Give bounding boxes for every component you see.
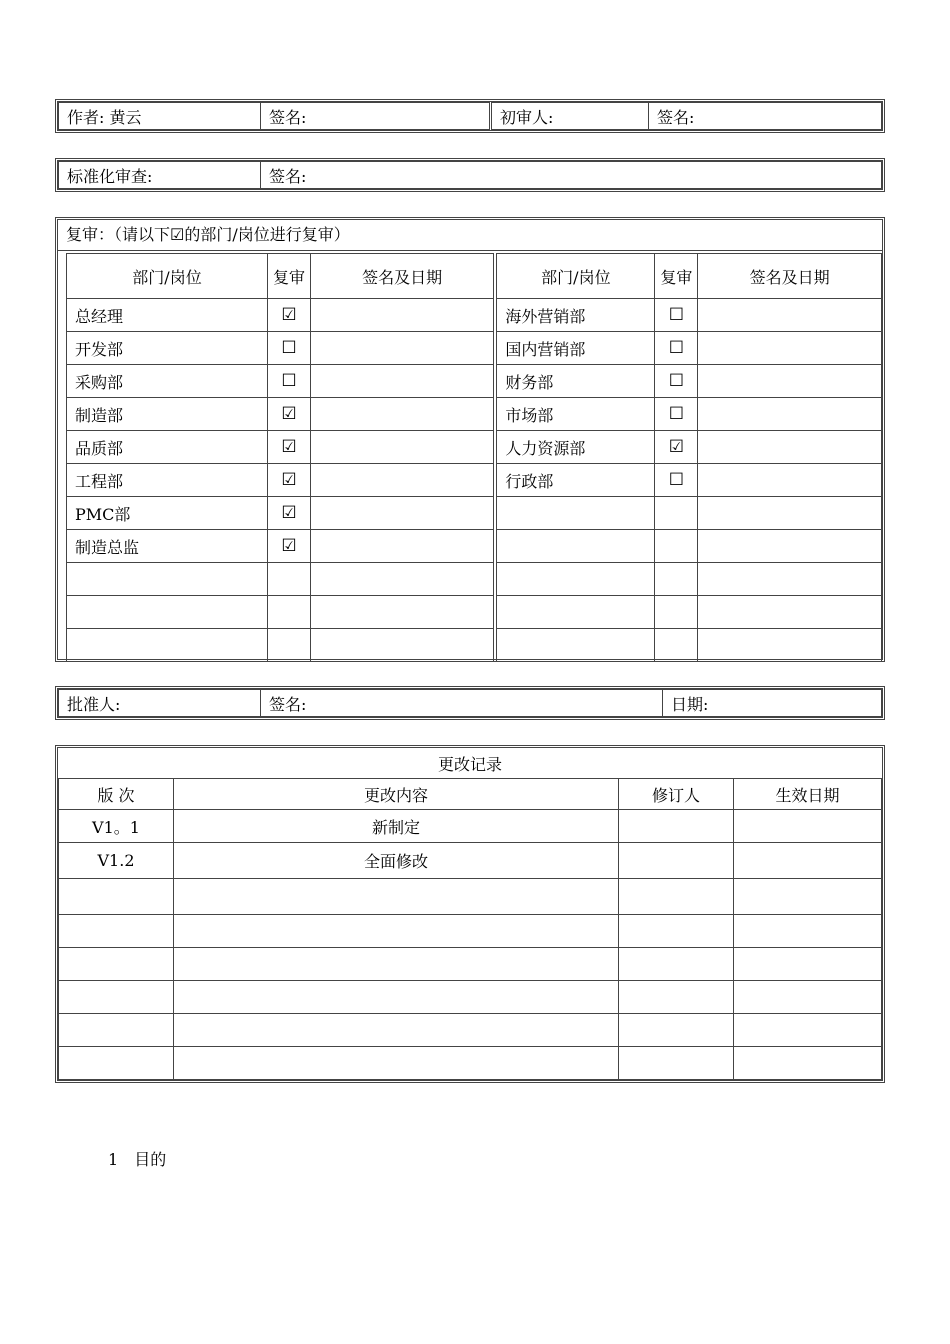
approver-signature-field[interactable]: 签名: — [261, 690, 663, 717]
review-checkbox[interactable]: ☐ — [655, 365, 698, 398]
review-checkbox[interactable] — [268, 596, 311, 629]
sign-date-cell[interactable] — [311, 332, 494, 365]
review-row — [497, 563, 882, 596]
review-row — [497, 431, 882, 464]
author-strip — [55, 99, 885, 133]
reviser-cell[interactable] — [619, 948, 734, 981]
version-cell — [59, 879, 174, 915]
approval-date-field[interactable]: 日期: — [663, 690, 882, 717]
review-checkbox[interactable]: ☑ — [655, 431, 698, 464]
change-row — [59, 915, 882, 948]
review-checkbox[interactable] — [268, 629, 311, 662]
review-row — [497, 464, 882, 497]
dept-cell — [497, 530, 655, 563]
change-row — [59, 810, 882, 843]
effective-date-cell[interactable] — [734, 981, 882, 1014]
review-checkbox[interactable]: ☑ — [268, 398, 311, 431]
standardization-signature-field[interactable]: 签名: — [261, 162, 882, 189]
header-review: 复审 — [655, 254, 698, 299]
dept-cell: 采购部 — [67, 365, 268, 398]
review-row — [497, 530, 882, 563]
dept-cell: 制造部 — [67, 398, 268, 431]
review-row — [497, 596, 882, 629]
review-checkbox[interactable]: ☑ — [268, 431, 311, 464]
sign-date-cell[interactable] — [698, 332, 882, 365]
dept-cell: 行政部 — [497, 464, 655, 497]
sign-date-cell[interactable] — [698, 464, 882, 497]
review-checkbox[interactable] — [655, 530, 698, 563]
dept-cell: 工程部 — [67, 464, 268, 497]
author-label: 作者: 黄云 — [59, 103, 261, 130]
effective-date-cell[interactable] — [734, 1014, 882, 1047]
review-checkbox[interactable]: ☐ — [655, 332, 698, 365]
sign-date-cell[interactable] — [698, 530, 882, 563]
dept-cell: 品质部 — [67, 431, 268, 464]
review-checkbox[interactable] — [655, 596, 698, 629]
sign-date-cell[interactable] — [311, 398, 494, 431]
dept-cell — [497, 629, 655, 662]
header-version: 版 次 — [59, 779, 174, 810]
sign-date-cell[interactable] — [698, 299, 882, 332]
sign-date-cell[interactable] — [311, 596, 494, 629]
review-row — [67, 563, 494, 596]
effective-date-cell[interactable] — [734, 843, 882, 879]
review-row — [67, 596, 494, 629]
dept-cell — [497, 596, 655, 629]
header-reviser: 修订人 — [619, 779, 734, 810]
review-row — [67, 431, 494, 464]
standardization-strip — [55, 158, 885, 192]
effective-date-cell[interactable] — [734, 948, 882, 981]
change-record — [55, 745, 885, 1083]
review-row — [497, 299, 882, 332]
reviser-cell[interactable] — [619, 843, 734, 879]
version-cell: V1。1 — [59, 810, 174, 843]
sign-date-cell[interactable] — [698, 629, 882, 662]
dept-cell: PMC部 — [67, 497, 268, 530]
sign-date-cell[interactable] — [311, 497, 494, 530]
reviser-cell[interactable] — [619, 879, 734, 915]
approver-label: 批准人: — [59, 690, 261, 717]
initial-reviewer-signature-field[interactable]: 签名: — [649, 103, 882, 130]
section-number: 1 — [108, 1150, 119, 1169]
sign-date-cell[interactable] — [311, 464, 494, 497]
review-row — [497, 365, 882, 398]
version-cell — [59, 1047, 174, 1080]
header-dept: 部门/岗位 — [67, 254, 268, 299]
effective-date-cell[interactable] — [734, 810, 882, 843]
review-checkbox[interactable] — [268, 563, 311, 596]
review-row — [497, 497, 882, 530]
dept-cell — [497, 563, 655, 596]
header-review: 复审 — [268, 254, 311, 299]
approval-strip — [55, 686, 885, 720]
sign-date-cell[interactable] — [311, 563, 494, 596]
change-row — [59, 879, 882, 915]
change-row — [59, 1047, 882, 1080]
review-checkbox[interactable]: ☐ — [268, 365, 311, 398]
review-checkbox[interactable] — [655, 629, 698, 662]
change-row — [59, 948, 882, 981]
initial-reviewer-label: 初审人: — [491, 103, 649, 130]
reviser-cell[interactable] — [619, 915, 734, 948]
effective-date-cell[interactable] — [734, 915, 882, 948]
dept-cell: 制造总监 — [67, 530, 268, 563]
change-record-title: 更改记录 — [59, 748, 882, 779]
content-cell — [174, 879, 619, 915]
review-row — [67, 464, 494, 497]
review-row — [67, 497, 494, 530]
review-checkbox[interactable]: ☑ — [268, 530, 311, 563]
sign-date-cell[interactable] — [698, 431, 882, 464]
header-sign-date: 签名及日期 — [311, 254, 494, 299]
review-checkbox[interactable]: ☐ — [268, 332, 311, 365]
sign-date-cell[interactable] — [311, 299, 494, 332]
review-row — [67, 629, 494, 662]
change-row — [59, 1014, 882, 1047]
dept-cell: 财务部 — [497, 365, 655, 398]
sign-date-cell[interactable] — [311, 431, 494, 464]
dept-cell: 市场部 — [497, 398, 655, 431]
dept-cell — [67, 596, 268, 629]
effective-date-cell[interactable] — [734, 879, 882, 915]
content-cell: 新制定 — [174, 810, 619, 843]
version-cell — [59, 948, 174, 981]
review-checkbox[interactable]: ☑ — [268, 464, 311, 497]
version-cell — [59, 1014, 174, 1047]
review-row — [67, 398, 494, 431]
review-checkbox[interactable] — [655, 497, 698, 530]
dept-cell — [67, 563, 268, 596]
version-cell — [59, 915, 174, 948]
content-cell — [174, 915, 619, 948]
review-checkbox[interactable]: ☐ — [655, 398, 698, 431]
section-title: 目的 — [134, 1150, 167, 1169]
review-checkbox[interactable]: ☑ — [268, 497, 311, 530]
dept-cell: 人力资源部 — [497, 431, 655, 464]
review-checkbox[interactable]: ☐ — [655, 464, 698, 497]
dept-cell: 海外营销部 — [497, 299, 655, 332]
reviser-cell[interactable] — [619, 810, 734, 843]
content-cell — [174, 1014, 619, 1047]
header-effective-date: 生效日期 — [734, 779, 882, 810]
content-cell — [174, 981, 619, 1014]
review-section — [55, 217, 885, 662]
standardization-label: 标准化审查: — [59, 162, 261, 189]
header-content: 更改内容 — [174, 779, 619, 810]
dept-cell: 开发部 — [67, 332, 268, 365]
sign-date-cell[interactable] — [698, 596, 882, 629]
review-row — [497, 398, 882, 431]
dept-cell: 国内营销部 — [497, 332, 655, 365]
review-table-left — [66, 253, 494, 662]
review-checkbox[interactable] — [655, 563, 698, 596]
sign-date-cell[interactable] — [698, 497, 882, 530]
change-row — [59, 981, 882, 1014]
review-checkbox[interactable]: ☐ — [655, 299, 698, 332]
review-row — [67, 365, 494, 398]
sign-date-cell[interactable] — [698, 563, 882, 596]
sign-date-cell[interactable] — [311, 365, 494, 398]
review-row — [67, 332, 494, 365]
review-row — [497, 332, 882, 365]
review-table-right — [496, 253, 882, 662]
sign-date-cell[interactable] — [698, 398, 882, 431]
content-cell: 全面修改 — [174, 843, 619, 879]
review-row — [67, 299, 494, 332]
effective-date-cell[interactable] — [734, 1047, 882, 1080]
header-sign-date: 签名及日期 — [698, 254, 882, 299]
review-row — [67, 530, 494, 563]
review-checkbox[interactable]: ☑ — [268, 299, 311, 332]
dept-cell — [497, 497, 655, 530]
reviser-cell[interactable] — [619, 1047, 734, 1080]
dept-cell — [67, 629, 268, 662]
sign-date-cell[interactable] — [311, 530, 494, 563]
content-cell — [174, 948, 619, 981]
content-cell — [174, 1047, 619, 1080]
sign-date-cell[interactable] — [698, 365, 882, 398]
sign-date-cell[interactable] — [311, 629, 494, 662]
reviser-cell[interactable] — [619, 981, 734, 1014]
review-row — [497, 629, 882, 662]
section-heading — [108, 1147, 182, 1170]
header-dept: 部门/岗位 — [497, 254, 655, 299]
version-cell — [59, 981, 174, 1014]
dept-cell: 总经理 — [67, 299, 268, 332]
change-row — [59, 843, 882, 879]
review-title: 复审：（请以下☑的部门/岗位进行复审） — [58, 220, 882, 251]
author-signature-field[interactable]: 签名: — [261, 103, 491, 130]
version-cell: V1.2 — [59, 843, 174, 879]
reviser-cell[interactable] — [619, 1014, 734, 1047]
